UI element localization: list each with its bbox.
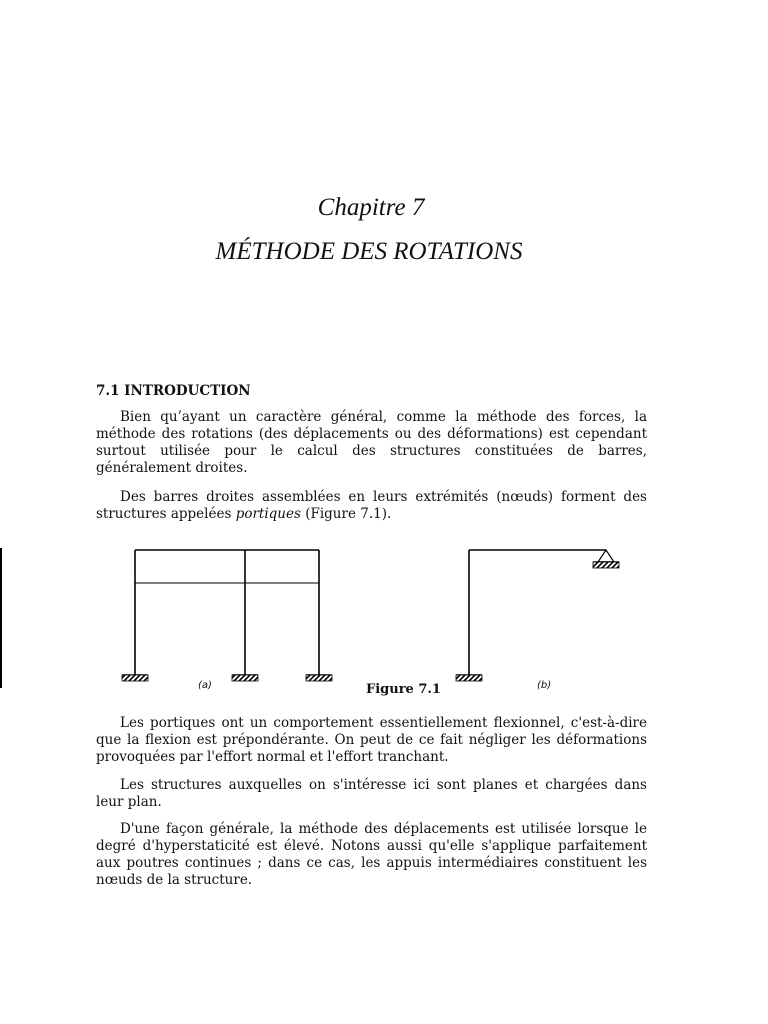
paragraph-1: Bien qu’ayant un caractère général, comme la méthode des forces, la méthode des rotations (des déplacements ou des déformations) est cependant surtout utilisée pour le calcul des structures constituées de barres, généralement droites. bbox=[96, 409, 647, 476]
figure-7-1-diagram bbox=[0, 540, 768, 700]
paragraph-4: Les structures auxquelles on s'intéresse ici sont planes et chargées dans leur plan. bbox=[96, 777, 647, 810]
section-title: 7.1 INTRODUCTION bbox=[96, 383, 251, 399]
figure-label-a: (a) bbox=[198, 680, 212, 691]
chapter-title: MÉTHODE DES ROTATIONS bbox=[215, 238, 523, 265]
fixed-support-icon bbox=[306, 675, 332, 681]
chapter-number: Chapitre 7 bbox=[317, 194, 425, 221]
frame-b bbox=[456, 550, 619, 681]
paragraph-2-text-a: Des barres droites assemblées en leurs extrémités (nœuds) forment des structures appelées bbox=[96, 489, 647, 522]
paragraph-2 bbox=[96, 489, 647, 523]
paragraph-2-italic: portiques bbox=[235, 506, 301, 522]
figure-caption: Figure 7.1 bbox=[366, 682, 441, 697]
fixed-support-icon bbox=[122, 675, 148, 681]
pin-support-icon bbox=[593, 550, 619, 568]
paragraph-5: D'une façon générale, la méthode des déplacements est utilisée lorsque le degré d'hyperstaticité est élevé. Notons aussi qu'elle s'applique parfaitement aux poutres continues ; dans ce cas, les appuis intermédiaires constituent les nœuds de la structure. bbox=[96, 821, 647, 888]
fixed-support-icon bbox=[232, 675, 258, 681]
paragraph-3: Les portiques ont un comportement essentiellement flexionnel, c'est-à-dire que la flexion est prépondérante. On peut de ce fait négliger les déformations provoquées par l'effort normal et l'effort tranchant. bbox=[96, 715, 647, 765]
paragraph-2-text-b: (Figure 7.1). bbox=[300, 506, 392, 522]
fixed-support-icon bbox=[456, 675, 482, 681]
frame-a bbox=[122, 550, 332, 681]
figure-label-b: (b) bbox=[537, 680, 552, 691]
